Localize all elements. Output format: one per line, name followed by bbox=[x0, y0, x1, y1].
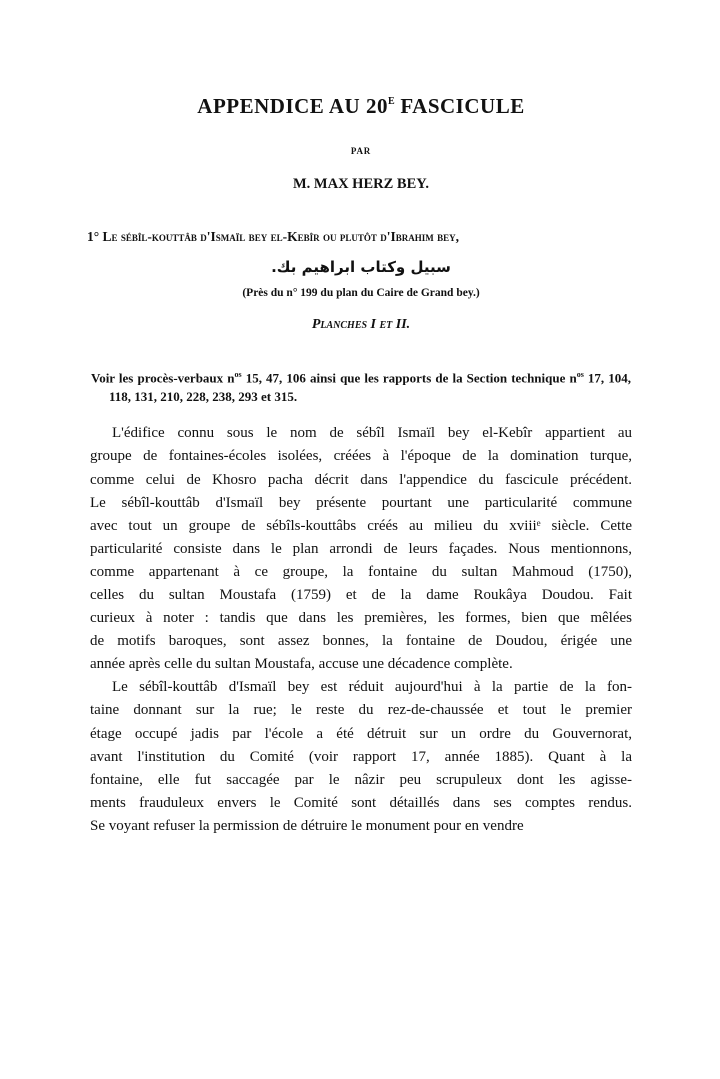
appendix-title bbox=[95, 88, 627, 120]
text-line: Se voyant refuser la permission de détruire le monument pour en vendre bbox=[90, 817, 524, 834]
paragraph-2 bbox=[90, 676, 632, 838]
text-line: avec tout un groupe de sébîls-kouttâbs créés au milieu du xviiiᵉ siècle. Cette bbox=[90, 517, 632, 534]
plates-reference: Planches I et II. bbox=[311, 317, 411, 332]
text-line: année après celle du sultan Moustafa, accuse une décadence complète. bbox=[90, 656, 513, 673]
references-sup1: os bbox=[234, 370, 242, 379]
arabic-title: سبيل وكتاب ابراهيم بك. bbox=[271, 258, 451, 276]
text-line: de motifs baroques, sont assez bonnes, la fontaine de Doudou, érigée une bbox=[90, 633, 632, 650]
section-heading: 1° Le sébîl-kouttâb d'Ismaïl bey el-Kebîr ou plutôt d'Ibrahim bey, bbox=[87, 229, 459, 244]
title-end-text: FASCICULE bbox=[394, 94, 525, 118]
references-line2b: 17, 104, 118, 131, 210, 228, 238, 293 et 315. bbox=[109, 370, 632, 405]
par-label: PAR bbox=[350, 146, 372, 156]
title-superscript: E bbox=[387, 96, 395, 107]
text-line: L'édifice connu sous le nom de sébîl Ismaïl bey el-Kebîr appartient au bbox=[112, 425, 632, 442]
text-line: étage occupé jadis par l'école a été détruit sur un ordre du Gouvernorat, bbox=[90, 725, 632, 742]
document-page bbox=[87, 88, 632, 838]
text-line: groupe de fontaines-écoles isolées, créées à l'époque de la domination turque, bbox=[90, 448, 632, 465]
references-sup2: os bbox=[576, 370, 584, 379]
text-line: comme appartenant à ce groupe, la fontaine du sultan Mahmoud (1750), bbox=[90, 563, 632, 580]
text-line: ments frauduleux envers le Comité sont détaillés dans ses comptes rendus. bbox=[90, 794, 632, 811]
author-name: M. MAX HERZ BEY. bbox=[292, 176, 429, 192]
text-line: fontaine, elle fut saccagée par le nâzir peu scrupuleux dont les agisse- bbox=[90, 771, 632, 788]
location-note: (Près du n° 199 du plan du Caire de Grand bey.) bbox=[242, 287, 480, 299]
text-line: celles du sultan Moustafa (1759) et de la dame Roukâya Doudou. Fait bbox=[90, 586, 632, 603]
body-text bbox=[90, 422, 632, 838]
text-line: comme celui de Khosro pacha décrit dans l'appendice du fascicule précédent. bbox=[90, 471, 632, 488]
text-line: curieux à noter : tandis que dans les premières, les formes, bien que mêlées bbox=[90, 610, 632, 627]
text-line: Le sébîl-kouttâb d'Ismaïl bey présente pourtant une particularité commune bbox=[90, 494, 632, 511]
references-paragraph bbox=[91, 365, 631, 406]
paragraph-1 bbox=[90, 422, 632, 676]
references-line2: n bbox=[569, 370, 577, 386]
text-line: taine donnant sur la rue; le reste du rez-de-chaussée et tout le premier bbox=[90, 702, 632, 719]
text-line: avant l'institution du Comité (voir rapport 17, année 1885). Quant à la bbox=[90, 748, 632, 765]
references-line1: Voir les procès-verbaux n bbox=[91, 370, 235, 386]
text-line: Le sébîl-kouttâb d'Ismaïl bey est réduit aujourd'hui à la partie de la fon- bbox=[112, 679, 632, 696]
title-main-text: APPENDICE AU 20 bbox=[197, 94, 388, 118]
references-line1b: 15, 47, 106 ainsi que les rapports de la Section technique bbox=[241, 370, 566, 386]
text-line: particularité consiste dans le plan arrondi de leurs façades. Nous mentionnons, bbox=[90, 540, 632, 557]
